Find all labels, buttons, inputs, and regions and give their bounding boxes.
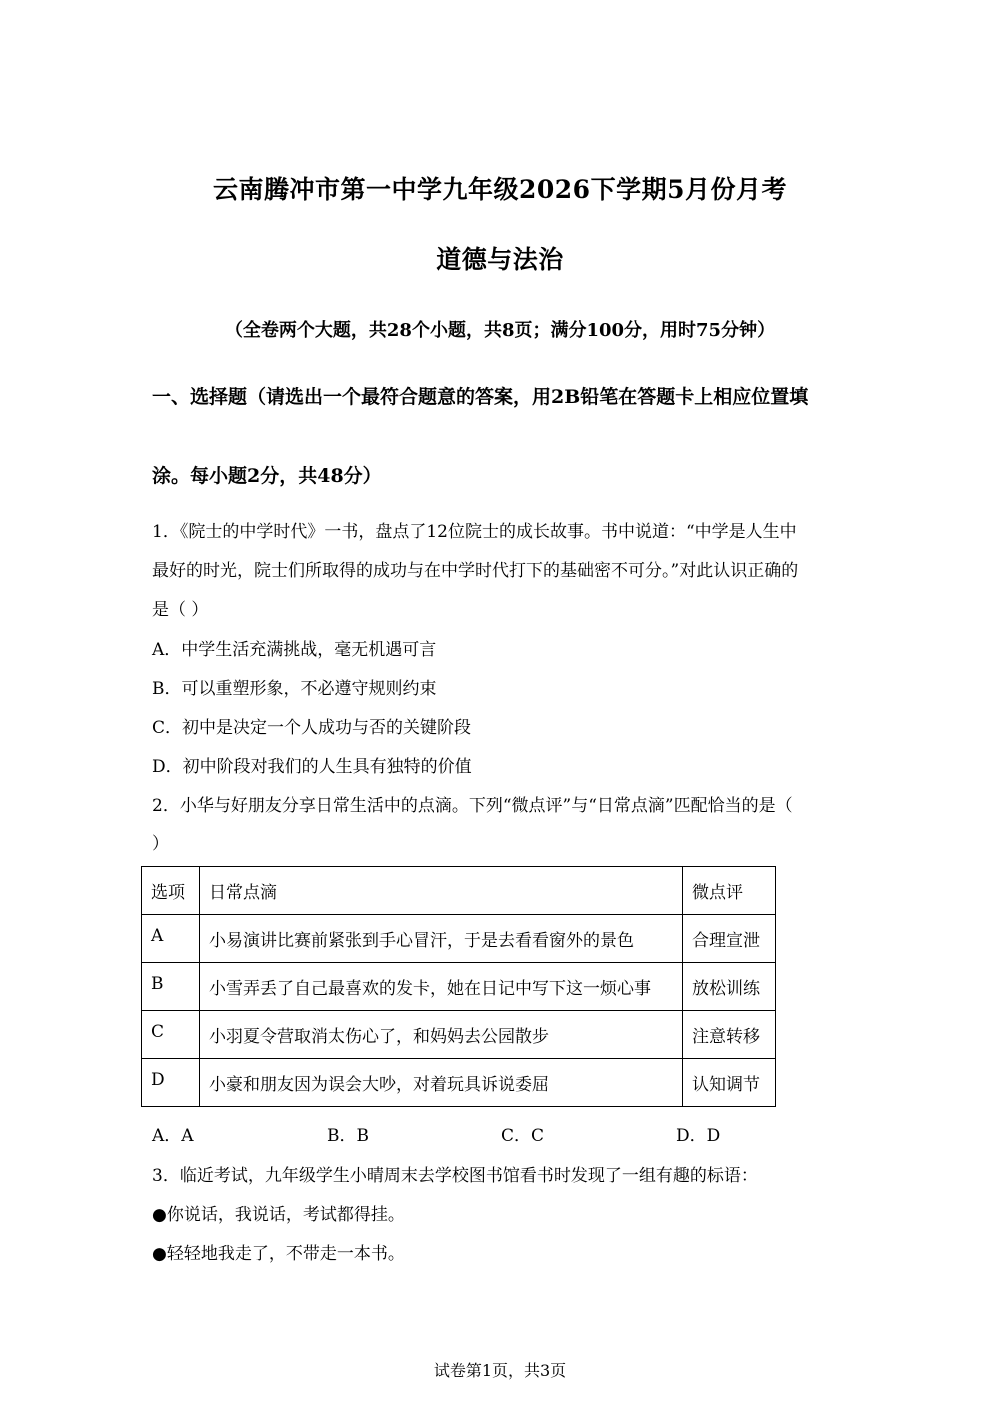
- table-cell: 小豪和朋友因为误会大吵，对着玩具诉说委屈: [200, 1059, 683, 1107]
- q2-option-a: A．A: [152, 1126, 194, 1146]
- q1-option-d: D．初中阶段对我们的人生具有独特的价值: [152, 757, 472, 777]
- table-header-cell: 微点评: [683, 867, 776, 915]
- section-heading-line1: 一、选择题（请选出一个最符合题意的答案，用2B铅笔在答题卡上相应位置填: [152, 386, 809, 408]
- table-cell: B: [142, 963, 200, 1011]
- table-cell: 放松训练: [683, 963, 776, 1011]
- table-header-row: [142, 867, 776, 915]
- table-cell: C: [142, 1011, 200, 1059]
- q3-stem-line1: 3．临近考试，九年级学生小晴周末去学校图书馆看书时发现了一组有趣的标语：: [152, 1166, 758, 1186]
- table-row: [142, 963, 776, 1011]
- table-cell: 小雪弄丢了自己最喜欢的发卡，她在日记中写下这一烦心事: [200, 963, 683, 1011]
- q1-option-a: A．中学生活充满挑战，毫无机遇可言: [152, 640, 437, 660]
- q1-option-c: C．初中是决定一个人成功与否的关键阶段: [152, 718, 472, 738]
- q3-bullet-1: ●你说话，我说话，考试都得挂。: [152, 1205, 405, 1225]
- q2-stem-line2: ）: [152, 834, 169, 854]
- q1-stem-line2: 最好的时光，院士们所取得的成功与在中学时代打下的基础密不可分。”对此认识正确的: [152, 561, 799, 581]
- table-row: [142, 1011, 776, 1059]
- page-footer: 试卷第1页，共3页: [433, 1361, 567, 1380]
- exam-note: （全卷两个大题，共28个小题，共8页；满分100分，用时75分钟）: [224, 320, 776, 341]
- table-cell: A: [142, 915, 200, 963]
- q2-table: [141, 866, 776, 1107]
- subject-title: 道德与法治: [436, 245, 564, 274]
- table-row: [142, 1059, 776, 1107]
- q1-stem-line3: 是（ ）: [152, 600, 209, 620]
- table-cell: 小羽夏令营取消太伤心了，和妈妈去公园散步: [200, 1011, 683, 1059]
- table-cell: 小易演讲比赛前紧张到手心冒汗，于是去看看窗外的景色: [200, 915, 683, 963]
- q2-stem-line1: 2．小华与好朋友分享日常生活中的点滴。下列“微点评”与“日常点滴”匹配恰当的是（: [152, 796, 793, 816]
- q1-stem-line1: 1．《院士的中学时代》一书，盘点了12位院士的成长故事。书中说道：“中学是人生中: [152, 522, 797, 542]
- table-cell: D: [142, 1059, 200, 1107]
- table-row: [142, 915, 776, 963]
- q1-option-b: B．可以重塑形象，不必遵守规则约束: [152, 679, 437, 699]
- table-cell: 注意转移: [683, 1011, 776, 1059]
- table-cell: 认知调节: [683, 1059, 776, 1107]
- table-header-cell: 日常点滴: [200, 867, 683, 915]
- table-header-cell: 选项: [142, 867, 200, 915]
- exam-title: 云南腾冲市第一中学九年级2026下学期5月份月考: [213, 175, 787, 204]
- table-cell: 合理宣泄: [683, 915, 776, 963]
- q2-option-b: B．B: [327, 1126, 369, 1146]
- q3-bullet-2: ●轻轻地我走了，不带走一本书。: [152, 1244, 405, 1264]
- q2-option-c: C．C: [501, 1126, 545, 1146]
- section-heading-line2: 涂。每小题2分，共48分）: [152, 465, 382, 487]
- q2-option-d: D．D: [676, 1126, 721, 1146]
